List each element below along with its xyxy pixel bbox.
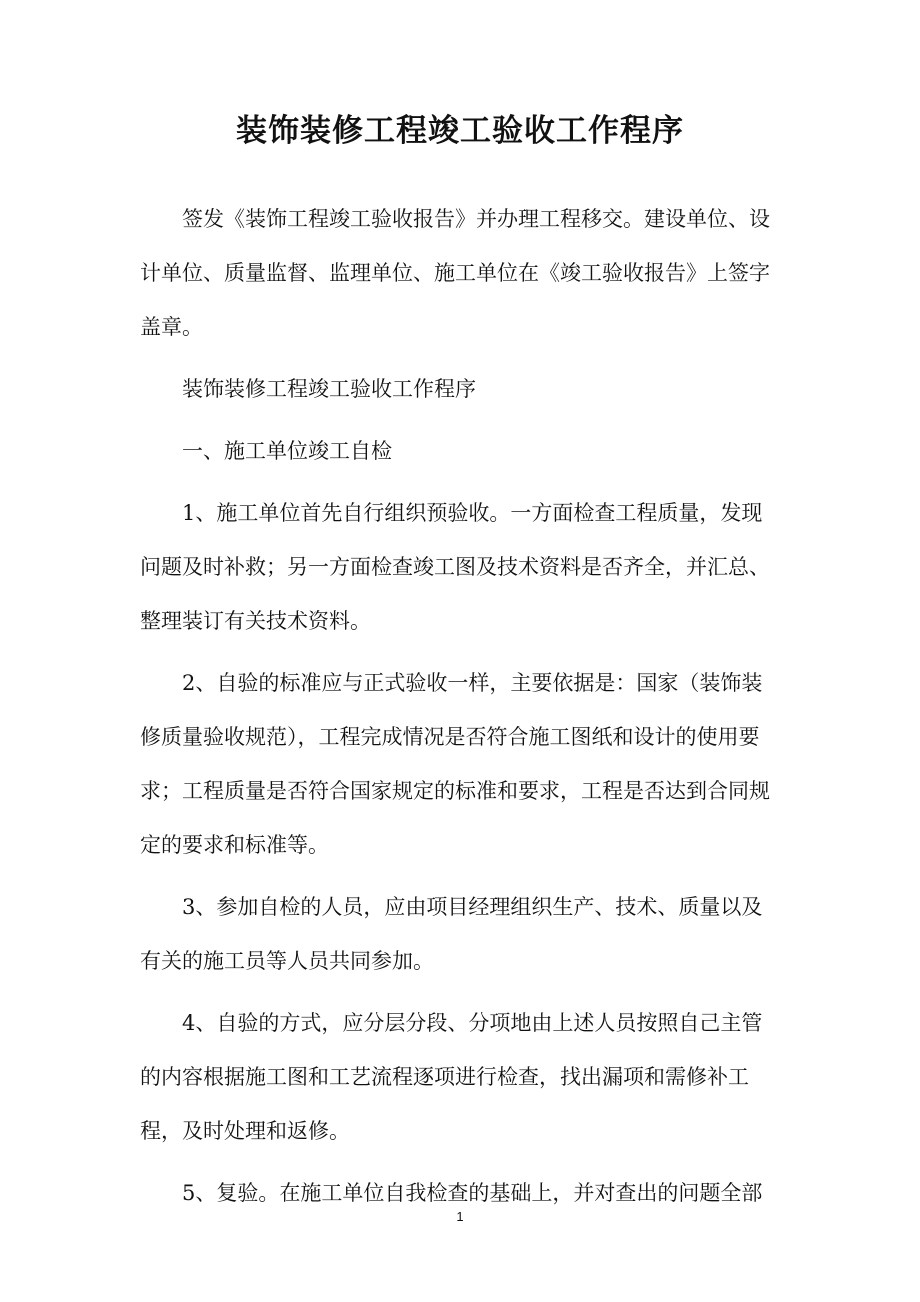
paragraph-item-2: 2、自验的标准应与正式验收一样，主要依据是：国家（装饰装修质量验收规范），工程完成情况是否符合施工图纸和设计的使用要求；工程质量是否符合国家规定的标准和要求，工程是否达到合同规定的要求和标准等。 (140, 671, 770, 857)
paragraph-item-4: 4、自验的方式，应分层分段、分项地由上述人员按照自己主管的内容根据施工图和工艺流程逐项进行检查，找出漏项和需修补工程，及时处理和返修。 (140, 1011, 763, 1143)
paragraph-heading-self-check: 一、施工单位竣工自检 (182, 439, 392, 463)
page-number: 1 (456, 1209, 464, 1224)
paragraph-item-5: 5、复验。在施工单位自我检查的基础上，并对查出的问题全部 (182, 1181, 763, 1205)
document-title: 装饰装修工程竣工验收工作程序 (236, 113, 684, 149)
paragraph-signing: 签发《装饰工程竣工验收报告》并办理工程移交。建设单位、设计单位、质量监督、监理单位、施工单位在《竣工验收报告》上签字盖章。 (140, 207, 770, 339)
paragraph-section-title: 装饰装修工程竣工验收工作程序 (182, 377, 476, 401)
paragraph-item-3: 3、参加自检的人员，应由项目经理组织生产、技术、质量以及有关的施工员等人员共同参加。 (140, 895, 763, 973)
document-body (140, 192, 782, 1228)
paragraph-item-1: 1、施工单位首先自行组织预验收。一方面检查工程质量，发现问题及时补救；另一方面检查竣工图及技术资料是否齐全，并汇总、整理装订有关技术资料。 (140, 501, 770, 633)
